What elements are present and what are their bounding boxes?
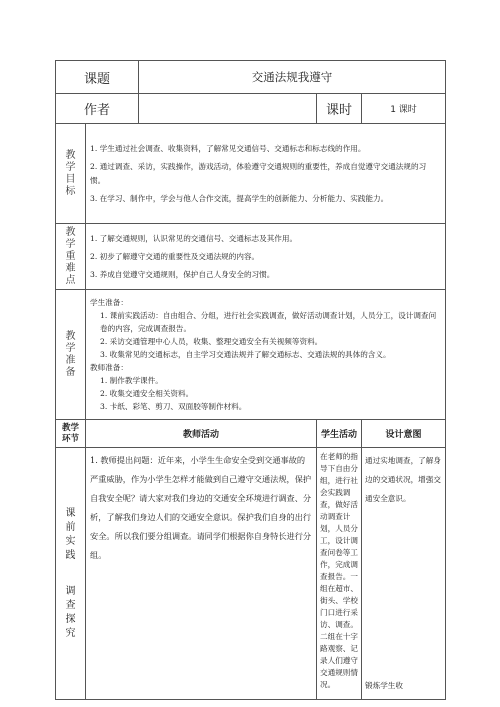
objectives-row — [56, 124, 446, 224]
key-point-item: 1. 了解交通规则，认识常见的交通信号、交通标志及其作用。 — [90, 233, 298, 243]
objective-item: 1. 学生通过社会调查、收集资料，了解常见交通信号、交通标志和标志线的作用。 — [90, 143, 366, 153]
hours-value: 1 课时 — [362, 94, 446, 124]
segment-label: 课 前 实 践 调 查 探 究 — [56, 448, 86, 700]
segment-header: 教学 环节 — [56, 420, 86, 448]
student-prep-item: 2. 采访交通管理中心人员，收集、整理交通安全有关视频等资料。 — [100, 337, 323, 346]
key-point-item: 2. 初步了解遵守交通的重要性及交通法规的内容。 — [90, 251, 260, 261]
student-prep-item: 3. 收集常见的交通标志，自主学习交通法规并了解交通标志、交通法规的具体的含义。 — [100, 350, 391, 359]
key-points-content — [86, 224, 446, 290]
lesson-plan-table — [55, 60, 446, 700]
teacher-activity-header: 教师活动 — [86, 420, 317, 448]
topic-row — [56, 61, 446, 94]
topic-value: 交通法规我遵守 — [139, 61, 446, 94]
key-points-label: 教 学 重 难 点 — [56, 224, 86, 290]
preparation-row — [56, 290, 446, 420]
design-intent-content — [362, 448, 446, 700]
topic-label: 课题 — [56, 61, 139, 94]
preparation-content — [86, 290, 446, 420]
student-prep-title: 学生准备： — [90, 298, 128, 307]
objective-item: 3. 在学习、制作中，学会与他人合作交流，提高学生的创新能力、分析能力、实践能力。 — [90, 193, 389, 203]
author-row — [56, 94, 446, 124]
teacher-prep-item: 2. 收集交通安全相关资料。 — [100, 389, 194, 398]
preparation-label: 教 学 准 备 — [56, 290, 86, 420]
author-value — [139, 94, 317, 124]
objectives-label: 教 学 目 标 — [56, 124, 86, 224]
teacher-prep-item: 1. 制作教学课件。 — [100, 376, 163, 385]
key-point-item: 3. 养成自觉遵守交通规则，保护自己人身安全的习惯。 — [90, 269, 275, 279]
design-intent-header: 设计意图 — [362, 420, 446, 448]
author-label: 作者 — [56, 94, 139, 124]
design-intent-text-2: 锻炼学生收 — [365, 681, 403, 690]
teacher-prep-item: 3. 卡纸、彩笔、剪刀、双面胶等制作材料。 — [100, 402, 247, 411]
process-row — [56, 448, 446, 700]
teacher-activity-content: 1. 教师提出问题：近年来，小学生生命安全受到交通事故的严重威胁，作为小学生怎样才能做到自己遵守交通法规，保护自我安全呢？请大家对我们身边的交通安全环境进行调查、分析，了解我们身边人们的交通安全意识。保护我们自身的出行安全。所以我们要分组调查。请同学们根据你自身特长进行分组。 — [86, 448, 317, 700]
hours-label: 课时 — [317, 94, 362, 124]
objectives-content — [86, 124, 446, 224]
process-header-row — [56, 420, 446, 448]
student-activity-content: 在老师的指导下自由分组，进行社会实践调查，做好活动调查计划，人员分工，设计调查问卷等工作，完成调查报告。一组在超市、街头、学校门口进行采访、调查。二组在十字路观察、记录人们遵守交通规则情况。 — [317, 448, 362, 700]
student-prep-item: 1. 课前实践活动：自由组合、分组，进行社会实践调查，做好活动调查计划，人员分工，设计调查问卷的内容，完成调查报告。 — [100, 311, 437, 333]
objective-item: 2. 通过调查、采访，实践操作，游戏活动，体验遵守交通规则的重要性，养成自觉遵守交通法规的习惯。 — [90, 161, 427, 185]
design-intent-text: 通过实地调查，了解身边的交通状况，增强交通安全意识。 — [365, 456, 441, 503]
key-points-row — [56, 224, 446, 290]
teacher-prep-title: 教师准备： — [90, 363, 128, 372]
student-activity-header: 学生活动 — [317, 420, 362, 448]
